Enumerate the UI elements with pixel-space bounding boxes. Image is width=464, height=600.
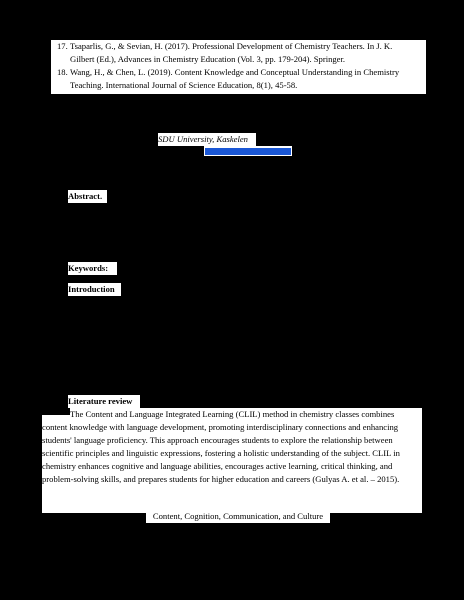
introduction-heading: Introduction bbox=[68, 283, 121, 296]
redaction-notch bbox=[42, 408, 70, 415]
paragraph-line: students' language proficiency. This approach encourages students to explore the relationship between bbox=[42, 435, 393, 445]
reference-text-line: Wang, H., & Chen, L. (2019). Content Knowledge and Conceptual Understanding in Chemistry bbox=[70, 67, 400, 77]
paragraph-line: problem-solving skills, and prepares students for higher education and careers (Gulyas A. et al. – 2015). bbox=[42, 474, 400, 484]
author-email-link[interactable] bbox=[204, 146, 292, 156]
reference-number: 18. bbox=[57, 67, 68, 77]
link-underline bbox=[205, 148, 291, 155]
reference-number: 17. bbox=[57, 41, 68, 51]
keywords-heading: Keywords: bbox=[68, 262, 117, 275]
paragraph-line: content knowledge with language development, promoting interdisciplinary connections and enhancing bbox=[42, 422, 399, 432]
literature-review-paragraph bbox=[42, 408, 422, 513]
author-affiliation: SDU University, Kaskelen bbox=[158, 133, 256, 146]
paragraph-line: chemistry enhances cognitive and language abilities, encourages active learning, critical thinking, and bbox=[42, 461, 393, 471]
references-list bbox=[51, 40, 426, 94]
paragraph-line: The Content and Language Integrated Learning (CLIL) method in chemistry classes combines bbox=[70, 409, 395, 419]
reference-text-line: Gilbert (Ed.), Advances in Chemistry Education (Vol. 3, pp. 179-204). Springer. bbox=[70, 54, 346, 64]
literature-review-heading: Literature review bbox=[68, 395, 140, 408]
paragraph-line: scientific principles and linguistic expressions, fostering a holistic understanding of the subject. CLIL in bbox=[42, 448, 400, 458]
figure-caption: Content, Cognition, Communication, and Culture bbox=[146, 510, 330, 523]
reference-text-line: Teaching. International Journal of Science Education, 8(1), 45-58. bbox=[70, 80, 298, 90]
reference-item bbox=[51, 40, 426, 66]
reference-text-line: Tsaparlis, G., & Sevian, H. (2017). Professional Development of Chemistry Teachers. In J. K. bbox=[70, 41, 393, 51]
abstract-heading: Abstract. bbox=[68, 190, 107, 203]
reference-item bbox=[51, 66, 426, 92]
